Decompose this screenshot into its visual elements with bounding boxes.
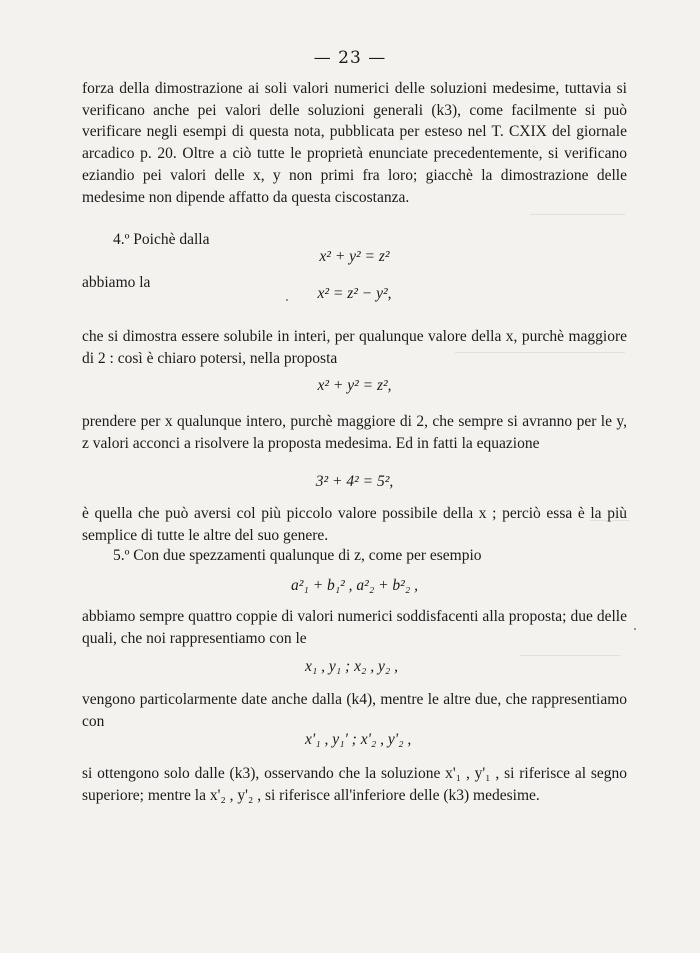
paragraph-given-by-k4: vengono particolarmente date anche dalla (k4), mentre le altre due, che rappresentiamo con [82,691,627,730]
equation-difference: x² = z² − y², [317,285,392,302]
abbiamo-la-line: abbiamo la [82,274,151,291]
bleed-through-mark [530,214,625,215]
section-4-intro: 4.º Poichè dalla [113,231,210,248]
equation-pairs-primed: x'₁ , y₁' ; x'₂ , y'₂ , [305,731,412,748]
paper-speck [286,299,288,301]
equation-pairs-unprimed: x₁ , y₁ ; x₂ , y₂ , [305,658,398,675]
equation-proposal: x² + y² = z², [317,377,392,394]
equation-splittings: a²₁ + b₁² , a²₂ + b²₂ , [291,577,418,594]
equation-3-4-5: 3² + 4² = 5², [315,473,394,490]
paper-speck [634,628,636,630]
bleed-through-mark [455,352,625,353]
bleed-through-mark [520,655,620,656]
page-number: — 23 — [313,48,387,68]
paragraph-four-pairs: abbiamo sempre quattro coppie di valori numerici soddisfacenti alla proposta; due delle quali, che noi rappresentiamo con le [82,608,627,647]
paragraph-solubility: che si dimostra essere solubile in interi, per qualunque valore della x, purchè maggiore di 2 : così è chiaro potersi, nella proposta [82,328,627,367]
equation-pythagorean: x² + y² = z² [319,248,390,265]
section-5-intro: 5.º Con due spezzamenti qualunque di z, come per esempio [113,547,482,564]
paragraph-simplest: è quella che può aversi col più piccolo valore possibile della x ; perciò essa è la più semplice di tutte le altre del suo genere. [82,505,627,544]
paragraph-continuation: forza della dimostrazione ai soli valori numerici delle soluzioni medesime, tuttavia si verificano anche pei valori delle soluzioni generali (k3), come facilmente si può verificare negli esempi di questa nota, pubblicata per esteso nel T. CXIX del giornale arcadico p. 20. Oltre a ciò tutte le proprietà enunciate precedentemente, si verificano eziandio pei valori delle x, y non primi fra loro; giacchè la dimostrazione delle medesime non dipende affatto da questa ciscostanza. [82,80,627,206]
bleed-through-mark [590,520,630,521]
paragraph-take-x: prendere per x qualunque intero, purchè maggiore di 2, che sempre si avranno per le y, z valori acconci a risolvere la proposta medesima. Ed in fatti la equazione [82,413,627,452]
paragraph-obtained-from-k3: si ottengono solo dalle (k3), osservando che la soluzione x'₁ , y'₁ , si riferisce al segno superiore; mentre la x'₂ , y'₂ , si riferisce all'inferiore delle (k3) medesime. [82,765,627,804]
